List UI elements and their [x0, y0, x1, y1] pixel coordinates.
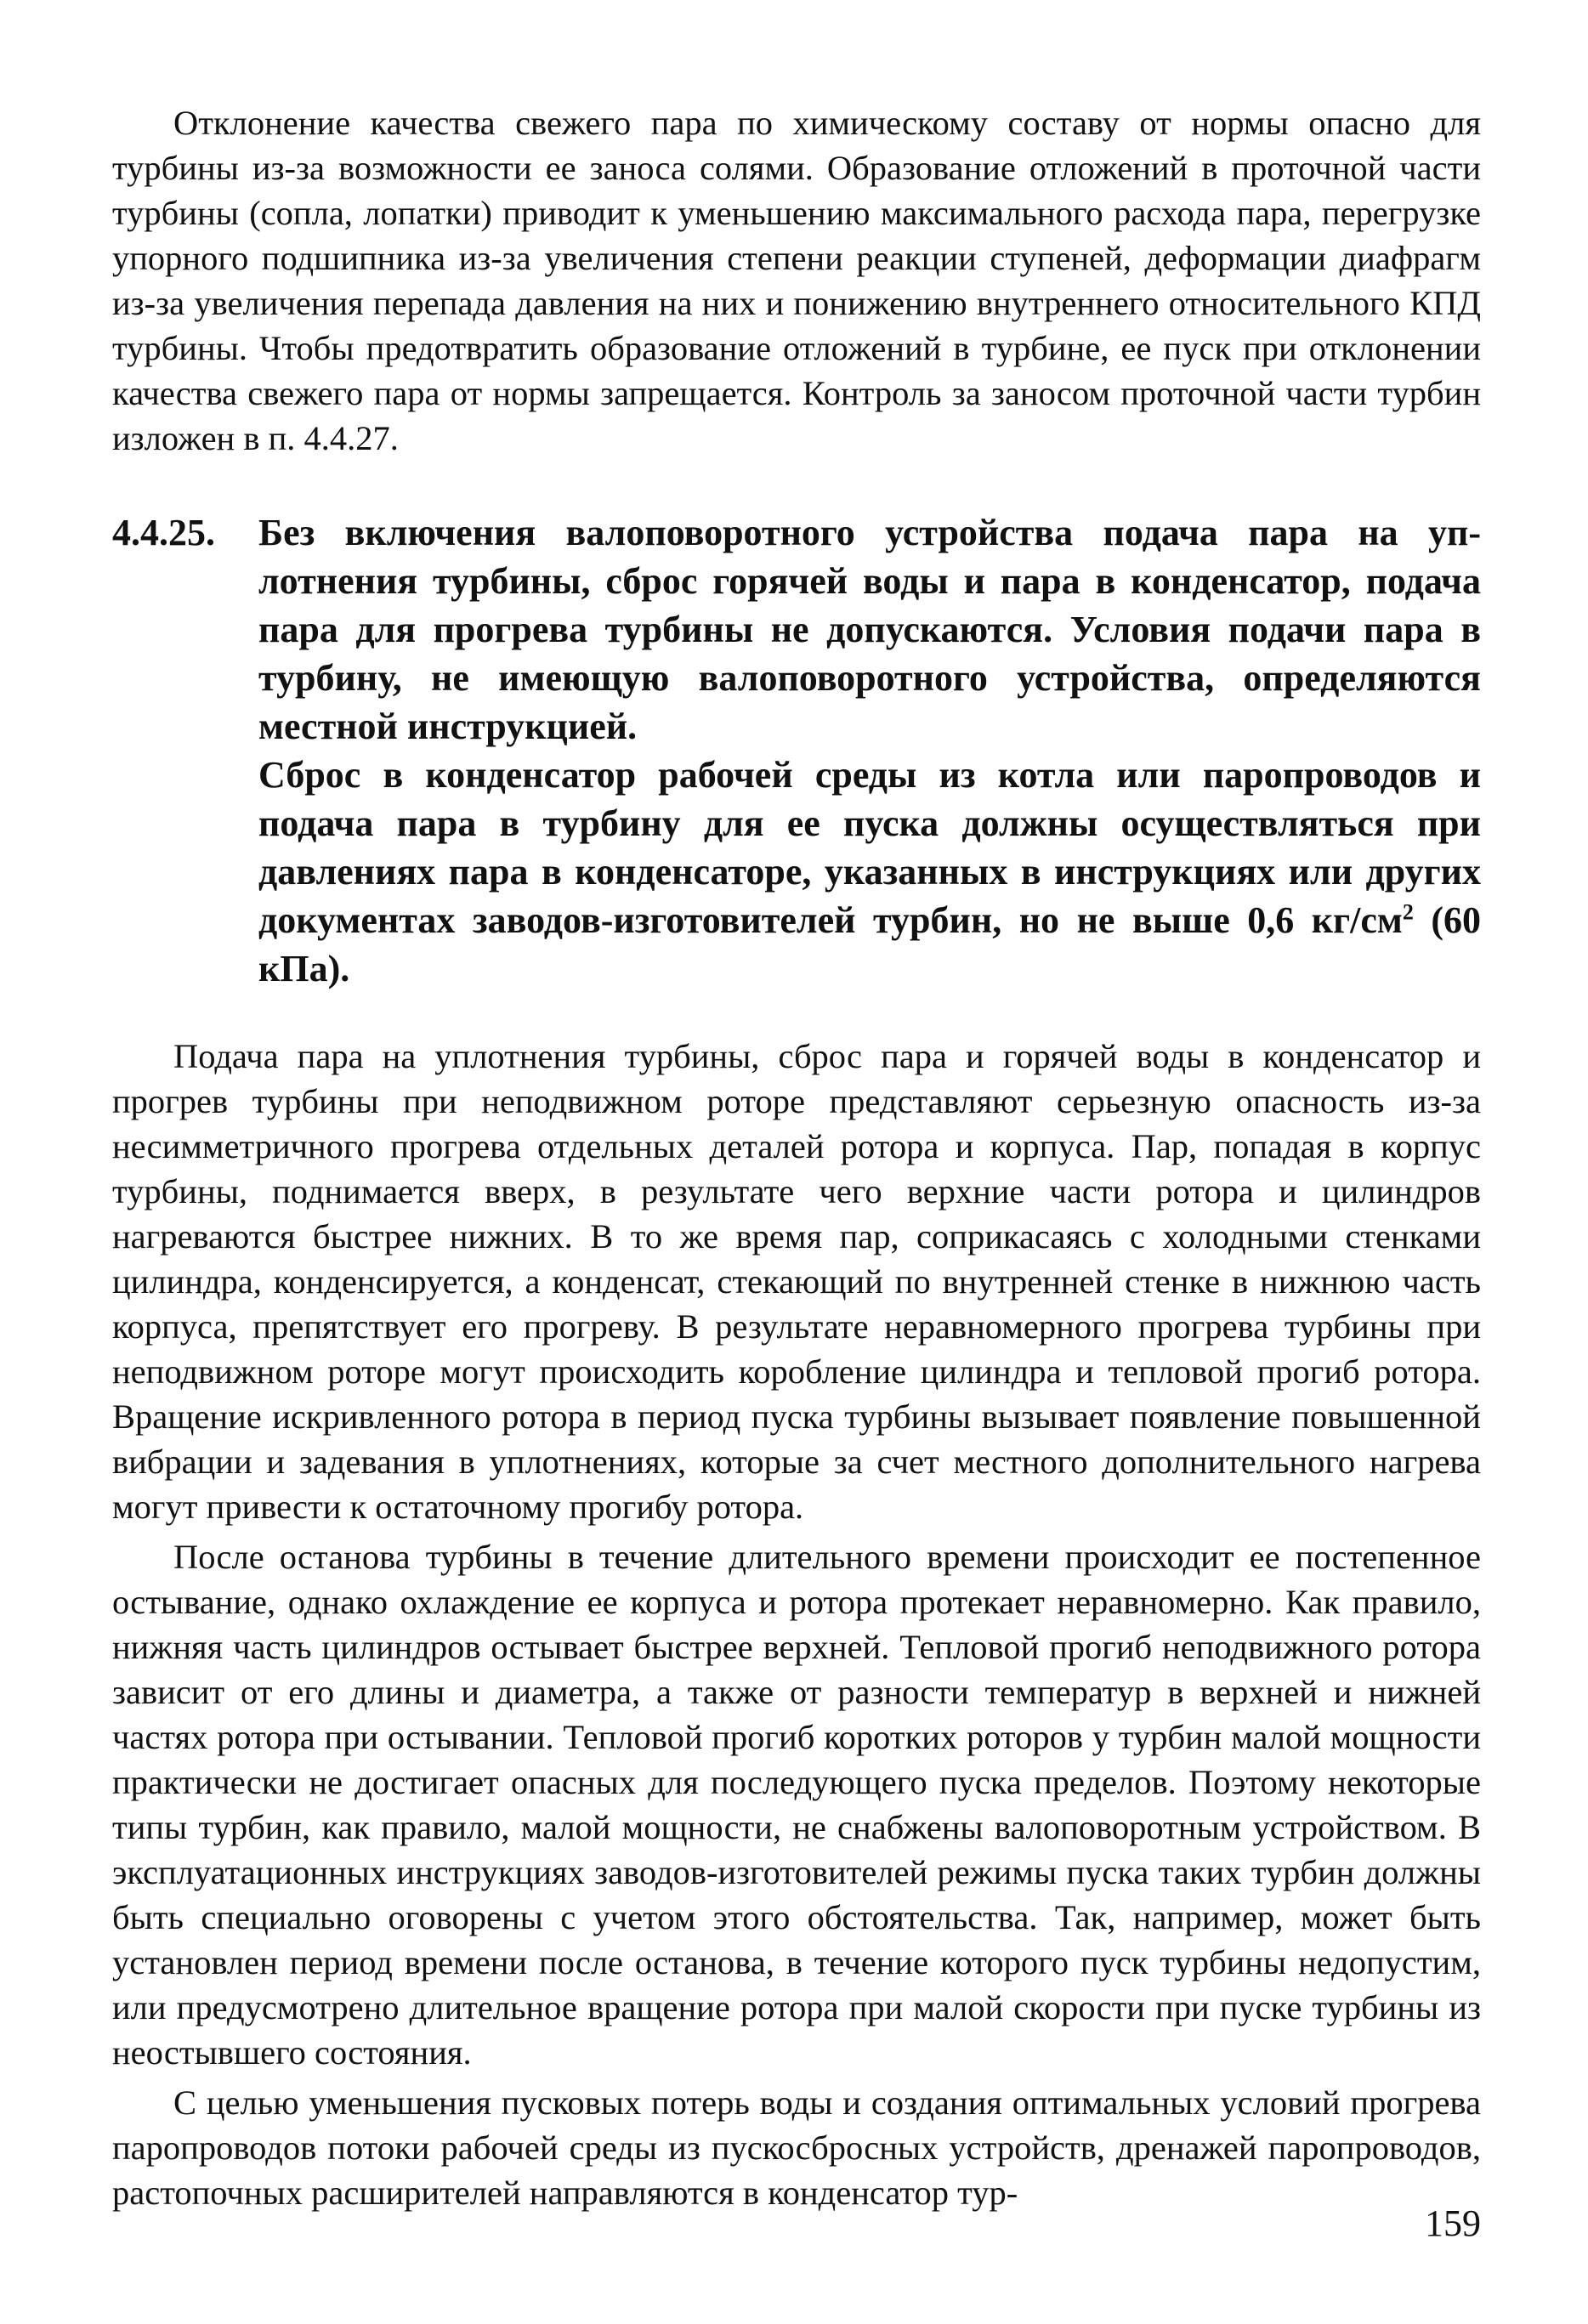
clause-body — [258, 508, 1481, 993]
clause-text-2: Сброс в конденсатор рабочей среды из котла или паропроводов и подача пара в турбину для ее пуска должны осуществляться при давлениях пара в конденсаторе, указанных в инструкциях или других документах заводов-изготовителей турбин, но не выше 0,6 кг/см — [258, 754, 1481, 941]
page-number: 159 — [1425, 2202, 1481, 2244]
clause-text-2-end: (60 кПа). — [258, 899, 1481, 989]
paragraph-1: Подача пара на уплотнения турбины, сброс пара и горячей воды в конденсатор и прогрев турбины при неподвижном роторе представляют серьезную опасность из-за несимметричного прогрева отдельных деталей ротора и корпуса. Пар, попадая в корпус турбины, поднимается вверх, в результате чего верхние части ротора и цилиндров нагреваются быстрее нижних. В то же время пар, соприкасаясь с холодными стенками цилиндра, конденсируется, а конденсат, стекающий по внутренней стенке в нижнюю часть корпуса, препятствует его прогреву. В результате неравномерного прогрева турбины при неподвижном роторе могут происходить коробление цилиндра и тепловой прогиб ротора. Вращение искривленного ротора в период пуска турбины вызывает появление повышенной вибрации и задевания в уплотнениях, которые за счет местного дополнительного нагрева могут привести к остаточному прогибу ротора. — [112, 1037, 1481, 1526]
clause-number: 4.4.25. — [112, 512, 215, 553]
clause-text-1: Без включения валоповоротного устройства подача пара на уплотнения турбины, сброс горячей воды и пара в конденсатор, подача пара для прогрева турбины не допускаются. Условия подачи пара в турбину, не имеющую валоповоротного устройства, определяются местной инструкцией. — [258, 512, 1481, 747]
paragraph-2: После останова турбины в течение длительного времени происходит ее постепенное остывание, однако охлаждение ее корпуса и ротора протекает неравномерно. Как правило, нижняя часть цилиндров остывает быстрее верхней. Тепловой прогиб неподвижного ротора зависит от его длины и диаметра, а также от разности температур в верхней и нижней частях ротора при остывании. Тепловой прогиб коротких роторов у турбин малой мощности практически не достигает опасных для последующего пуска пределов. Поэтому некоторые типы турбин, как правило, малой мощности, не снабжены валоповоротным устройством. В эксплуатационных инструкциях заводов-изготовителей режимы пуска таких турбин должны быть специально оговорены с учетом этого обстоятельства. Так, например, может быть установлен период времени после останова, в течение которого пуск турбины недопустим, или предусмотрено длительное вращение ротора при малой скорости при пуске турбины из неостывшего состояния. — [112, 1538, 1481, 2072]
paragraph-3: С целью уменьшения пусковых потерь воды и создания оптимальных условий прогрева паропроводов потоки рабочей среды из пускосбросных устройств, дренажей паропроводов, растопочных расширителей направляются в конденсатор тур- — [112, 2083, 1481, 2212]
page-content — [112, 100, 1481, 2215]
clause-text-2-superscript: 2 — [1402, 899, 1414, 925]
paragraph-intro: Отклонение качества свежего пара по химическому составу от нормы опасно для турбины из-за возможности ее заноса солями. Образование отложений в проточной части турбины (сопла, лопатки) приводит к уменьшению максимального расхода пара, перегрузке упорного подшипника из-за увеличения степени реакции ступеней, деформации диафрагм из-за увеличения перепада давления на них и понижению внутреннего относительного КПД турбины. Чтобы предотвратить образование отложений в турбине, ее пуск при отклонении качества свежего пара от нормы запрещается. Контроль за заносом проточной части турбин изложен в п. 4.4.27. — [112, 104, 1481, 457]
clause-text-2-wrap — [258, 751, 1481, 993]
clause-4-4-25 — [112, 508, 1481, 993]
